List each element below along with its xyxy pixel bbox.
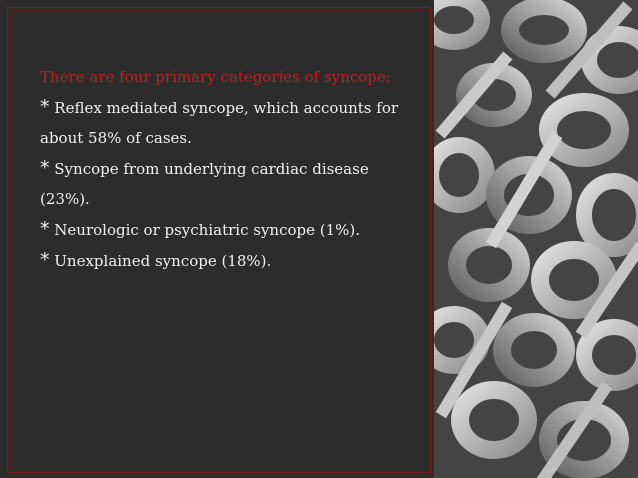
bullet-asterisk: * bbox=[40, 157, 50, 179]
list-item bbox=[40, 92, 410, 153]
intro-text: There are four primary categories of syncope: bbox=[40, 68, 391, 86]
list-item bbox=[40, 214, 410, 245]
list-item bbox=[40, 153, 410, 214]
list-item-text: Reflex mediated syncope, which accounts for about 58% of cases. bbox=[40, 99, 399, 147]
slide-body bbox=[40, 62, 410, 276]
bullet-asterisk: * bbox=[40, 249, 50, 271]
list-item-text: Unexplained syncope (18%). bbox=[54, 252, 272, 270]
list-item-text: Neurologic or psychiatric syncope (1%). bbox=[54, 221, 361, 239]
list-item bbox=[40, 245, 410, 276]
bullet-asterisk: * bbox=[40, 218, 50, 240]
bullet-asterisk: * bbox=[40, 96, 50, 118]
percent-symbols-image bbox=[434, 0, 638, 478]
percent-symbols-photo bbox=[434, 0, 638, 478]
list-item-text: Syncope from underlying cardiac disease (23%). bbox=[40, 160, 369, 208]
